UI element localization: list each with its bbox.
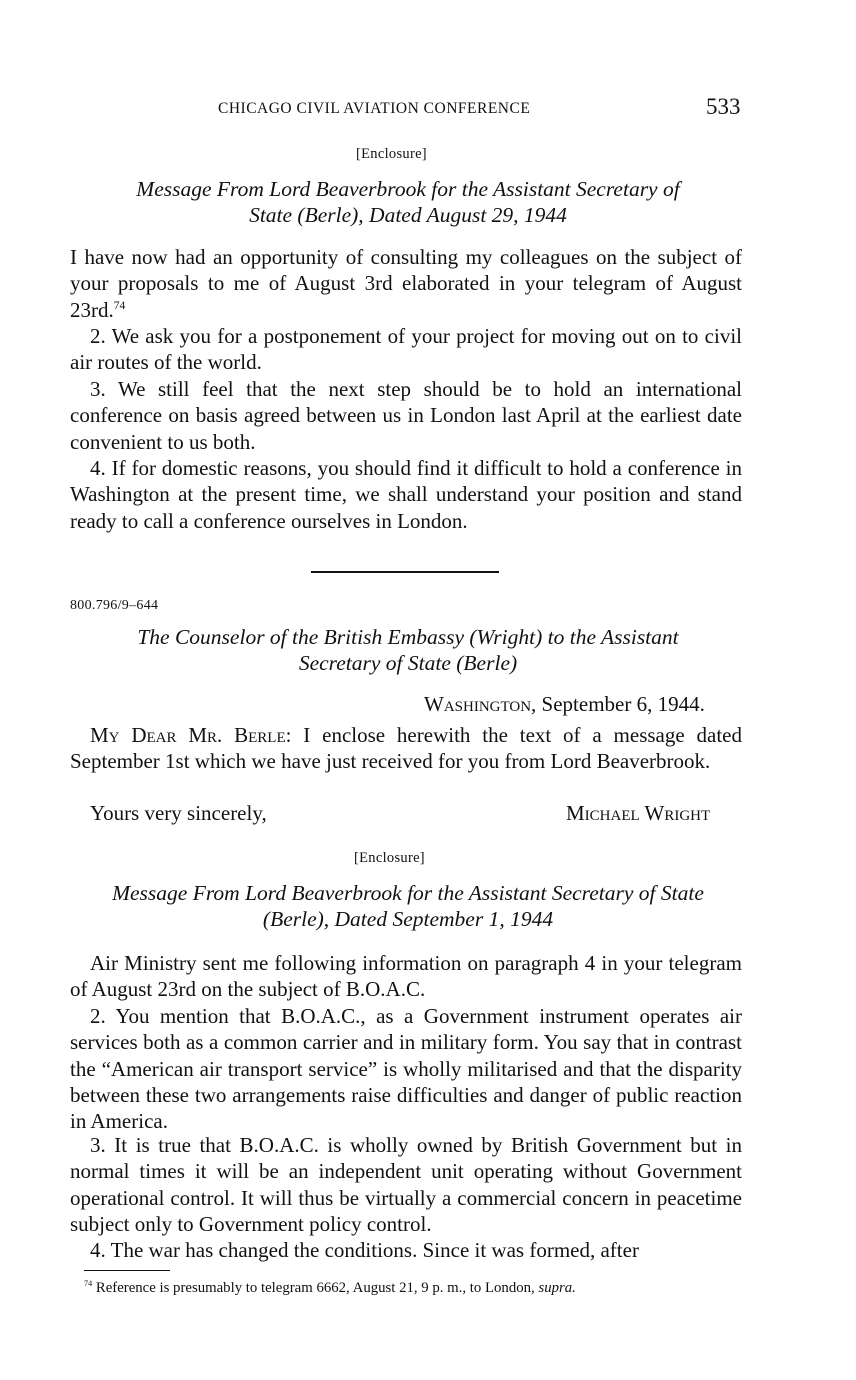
title-line: State (Berle), Dated August 29, 1944 [249,203,567,227]
title-line: (Berle), Dated September 1, 1944 [262,907,554,931]
enclosure-label: [Enclosure] [354,850,425,866]
dateline-place: Washington, [424,692,537,716]
paragraph: 3. We still feel that the next step should be to hold an international conference on basis agreed between us in London last April at the earliest date convenient to us both. [70,377,742,454]
title-line: Secretary of State (Berle) [298,651,518,675]
title-line: The Counselor of the British Embassy (Wright) to the Assistant [137,625,679,649]
footnote-marker: 74 [84,1279,93,1289]
document-title [70,624,746,676]
running-title: CHICAGO CIVIL AVIATION CONFERENCE [218,100,531,117]
footnote-ref: 74 [113,299,126,312]
paragraph: 2. We ask you for a postponement of your project for moving out on to civil air routes of the world. [70,324,742,375]
letter-text: I enclose herewith the text of a message dated September 1st which we have just received for you from Lord Beaverbrook. [70,723,743,774]
salutation: My Dear Mr. Berle: [90,723,292,747]
letter-body [70,722,742,775]
paragraph-text: I have now had an opportunity of consulting my colleagues on the subject of your proposals to me of August 3rd elaborated in your telegram of August 23rd. [70,245,742,322]
page-number: 533 [706,94,741,119]
title-line: Message From Lord Beaverbrook for the Assistant Secretary of State [112,881,704,905]
paragraph: 2. You mention that B.O.A.C., as a Government instrument operates air services both as a common carrier and in military form. You say that in contrast the “American air transport service” is wholly militarised and that the disparity between these two arrangements raise difficulties and danger of public reaction in America. [70,1004,742,1134]
signature: Michael Wright [566,801,711,825]
file-number: 800.796/9–644 [70,598,159,613]
paragraph: 4. The war has changed the conditions. Since it was formed, after [90,1238,639,1262]
title-line: Message From Lord Beaverbrook for the Assistant Secretary of [136,177,680,201]
document-title [70,880,746,932]
enclosure-label: [Enclosure] [356,146,427,162]
footnote [84,1280,576,1297]
paragraph: Air Ministry sent me following information on paragraph 4 in your telegram of August 23rd on the subject of B.O.A.C. [70,951,742,1002]
document-title [70,176,746,228]
closing: Yours very sincerely, [90,801,267,825]
paragraph [70,244,742,323]
footnote-emphasis: supra. [538,1280,576,1296]
paragraph: 3. It is true that B.O.A.C. is wholly owned by British Government but in normal times it will be an independent unit operating without Government operational control. It will thus be virtually a commercial concern in peacetime subject only to Government policy control. [70,1133,742,1236]
footnote-rule [84,1270,170,1271]
dateline [424,692,705,717]
paragraph: 4. If for domestic reasons, you should find it difficult to hold a conference in Washington at the present time, we shall understand your position and stand ready to call a conference ourselves in London. [70,456,742,533]
section-divider [311,571,499,573]
dateline-date: September 6, 1944. [541,692,705,716]
footnote-text: Reference is presumably to telegram 6662, August 21, 9 p. m., to London, [95,1280,535,1296]
